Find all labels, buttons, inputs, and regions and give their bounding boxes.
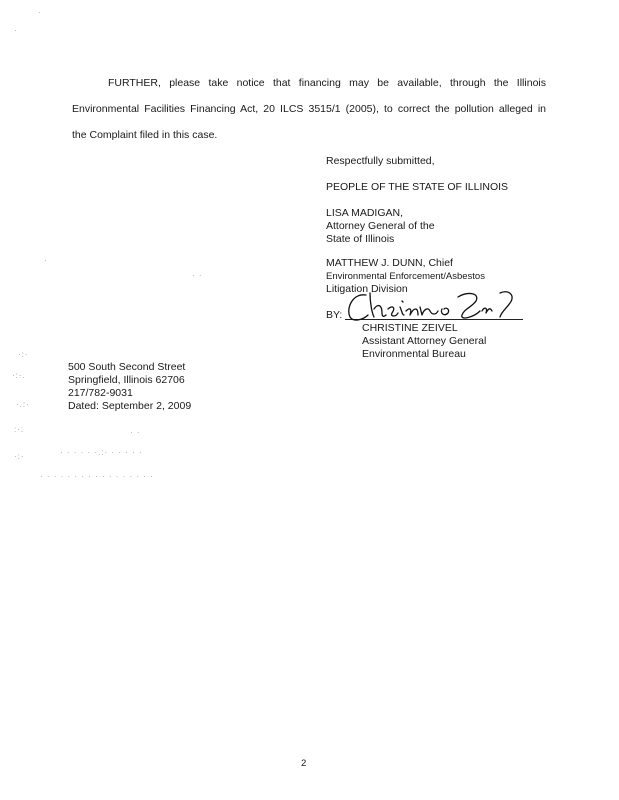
signer-name: CHRISTINE ZEIVEL <box>362 322 458 334</box>
chief-division-2: Litigation Division <box>326 283 408 295</box>
party-name: PEOPLE OF THE STATE OF ILLINOIS <box>326 181 509 193</box>
scan-speck: · · <box>192 271 203 280</box>
attorney-general-name: LISA MADIGAN, <box>326 207 404 219</box>
attorney-general-title-2: State of Illinois <box>326 233 395 245</box>
body-line-3: the Complaint filed in this case. <box>72 129 218 141</box>
address-street: 500 South Second Street <box>68 361 186 373</box>
respectfully-submitted: Respectfully submitted, <box>326 155 435 167</box>
scan-speck: · · · · · · · · · · · · · · · · · <box>40 472 154 481</box>
scan-speck: :·: <box>14 425 25 434</box>
scan-speck: ·.:· <box>16 400 30 409</box>
scan-speck: · · · · · ·.:· · · · · · <box>60 448 143 457</box>
scan-speck: ·:·. <box>12 371 26 380</box>
address-date: Dated: September 2, 2009 <box>68 400 192 412</box>
body-line-2: Environmental Facilities Financing Act, 20 ILCS 3515/1 (2005), to correct the pollution alleged in <box>72 103 546 115</box>
scan-speck: ·:· <box>14 452 25 461</box>
scan-speck: · <box>44 256 48 265</box>
address-phone: 217/782-9031 <box>68 387 133 399</box>
signer-title: Assistant Attorney General <box>362 335 487 347</box>
address-block <box>68 361 191 413</box>
handwritten-signature <box>340 287 530 327</box>
scan-speck: · · <box>130 428 141 437</box>
attorney-general-title-1: Attorney General of the <box>326 220 435 232</box>
signer-block <box>362 322 486 361</box>
body-line-1: FURTHER, please take notice that financing may be available, through the Illinois <box>108 77 546 89</box>
chief-division-1: Environmental Enforcement/Asbestos <box>326 271 485 282</box>
attorney-general-block <box>326 207 435 246</box>
page-number: 2 <box>301 758 307 769</box>
signer-bureau: Environmental Bureau <box>362 348 466 360</box>
by-label: BY: <box>326 309 343 321</box>
scan-speck: · <box>14 26 18 35</box>
scan-speck: · <box>38 8 42 17</box>
scan-speck: ·:· <box>18 350 29 359</box>
chief-name: MATTHEW J. DUNN, Chief <box>326 257 453 269</box>
address-city: Springfield, Illinois 62706 <box>68 374 185 386</box>
